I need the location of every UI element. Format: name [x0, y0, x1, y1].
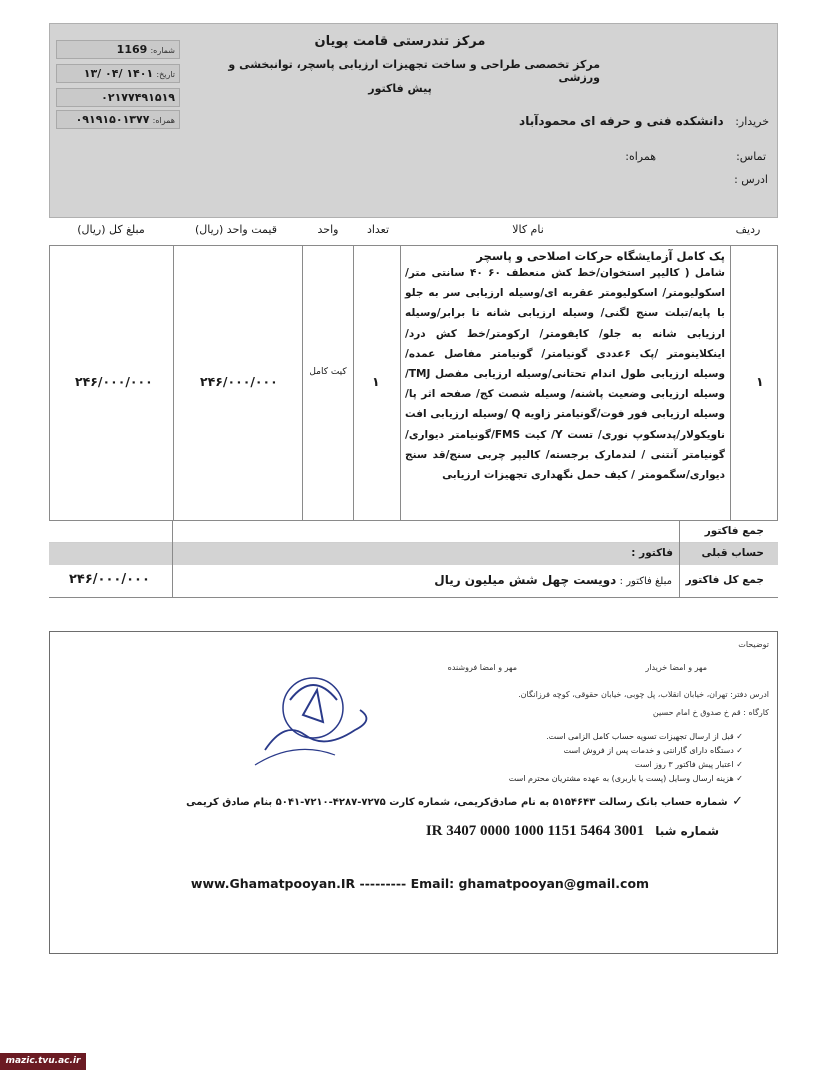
- buyer-label: خریدار:: [735, 115, 769, 128]
- summary-prev-row: [49, 543, 778, 565]
- summary-total-row: [49, 565, 778, 598]
- notes-box: [49, 631, 778, 954]
- prev-balance-label: حساب قبلی: [701, 547, 764, 559]
- col-qty: تعداد: [366, 223, 390, 236]
- invoice-number: شماره: 1169: [56, 40, 180, 59]
- note-item: ✓ هزینه ارسال وسایل (پست یا باربری) به عهده مشتریان محترم است: [508, 774, 743, 783]
- office-address: ادرس دفتر: تهران، خیابان انقلاب، پل چوبی، خیابان حقوقی، کوچه فرزانگان.: [518, 690, 769, 699]
- col-unit: واحد: [317, 223, 339, 236]
- company-subtitle: مرکز تخصصی طراحی و ساخت تجهیزات ارزیابی پاسچر، توانبخشی و ورزشی: [228, 58, 600, 84]
- subtotal-label: جمع فاکتور: [704, 525, 764, 537]
- invoice-meta: [56, 40, 181, 130]
- invoice-mobile: همراه: ۰۹۱۹۱۵۰۱۳۷۷: [56, 110, 180, 129]
- note-item: ✓ قبل از ارسال تجهیزات تسویه حساب کامل الزامی است.: [546, 732, 743, 741]
- note-item: ✓ دستگاه دارای گارانتی و خدمات پس از فروش است: [563, 746, 743, 755]
- column-divider: [302, 246, 303, 520]
- document-type: پیش فاکتور: [368, 82, 432, 95]
- amount-words-label: مبلغ فاکتور :: [619, 576, 672, 587]
- amount-words: دویست چهل شش میلیون ریال: [434, 573, 617, 587]
- row-unit: کیت کامل: [309, 367, 347, 377]
- invoice-phone: ۰۲۱۷۷۴۹۱۵۱۹: [56, 88, 180, 107]
- company-stamp: [245, 660, 385, 780]
- row-index: ۱: [756, 374, 764, 389]
- check-icon: ✓: [733, 774, 743, 783]
- col-row: ردیف: [735, 223, 761, 236]
- row-unit-price: ۲۴۶/۰۰۰/۰۰۰: [200, 374, 278, 389]
- workshop-address: کارگاه : قم خ صدوق خ امام حسین: [652, 708, 769, 717]
- buyer-contact-label: تماس:: [736, 150, 766, 163]
- website-email-line: www.Ghamatpooyan.IR --------- Email: ghamatpooyan@gmail.com: [190, 876, 650, 891]
- invoice-date: تاریخ: ۱۴۰۱ /۰۴ /۱۳: [56, 64, 180, 83]
- column-divider: [173, 246, 174, 520]
- sheba-number: IR 3407 0000 1000 1151 5464 3001: [425, 823, 645, 839]
- buyer-address-label: ادرس :: [734, 173, 768, 186]
- col-item: نام کالا: [512, 223, 544, 236]
- sheba-label: شماره شبا: [655, 824, 719, 838]
- col-total: مبلغ کل (ریال): [77, 223, 145, 236]
- col-unit-price: قیمت واحد (ریال): [195, 223, 277, 236]
- grand-total-value: ۲۴۶/۰۰۰/۰۰۰: [69, 572, 150, 587]
- check-icon: ✓: [733, 746, 743, 755]
- invoice-label: فاکتور :: [631, 547, 673, 559]
- signature-stroke: [265, 710, 366, 750]
- site-watermark: mazic.tvu.ac.ir: [0, 1053, 86, 1070]
- bank-account-line: ✓ شماره حساب بانک رسالت ۵۱۵۴۶۴۳ به نام صادق‌کریمی، شماره کارت ۷۲۷۵-۴۲۸۷-۷۲۱۰-۵۰۴۱ بنام صادق کریمی: [186, 794, 743, 809]
- company-title: مرکز تندرستی قامت پویان: [314, 34, 486, 49]
- summary-subtotal-row: [49, 521, 778, 543]
- row-total: ۲۴۶/۰۰۰/۰۰۰: [75, 374, 153, 389]
- column-divider: [730, 246, 731, 520]
- check-icon: ✓: [733, 732, 743, 741]
- buyer-signature-label: مهر و امضا خریدار: [645, 663, 707, 672]
- amount-words-line: [434, 573, 672, 587]
- notes-title: توضیحات: [738, 640, 769, 649]
- stamp-ring: [283, 678, 343, 738]
- check-icon: ✓: [733, 760, 743, 769]
- note-item: ✓ اعتبار پیش فاکتور ۳ روز است: [634, 760, 743, 769]
- buyer-line: [519, 114, 769, 128]
- column-divider: [353, 246, 354, 520]
- item-title: پک کامل آزمایشگاه حرکات اصلاحی و پاسچر: [476, 249, 725, 263]
- row-qty: ۱: [372, 374, 380, 389]
- buyer-mobile-label: همراه:: [625, 150, 656, 163]
- sheba-line: [426, 820, 719, 840]
- grand-total-label: جمع کل فاکتور: [685, 574, 764, 586]
- buyer-name: دانشکده فنی و حرفه ای محمودآباد: [519, 114, 724, 128]
- table-row: [49, 245, 778, 521]
- column-divider: [400, 246, 401, 520]
- check-icon: ✓: [727, 794, 743, 809]
- table-header: [49, 219, 778, 243]
- item-cell: [405, 249, 725, 485]
- item-description: شامل ( کالیپر استخوان/خط کش منعطف ۶۰ ۴۰ سانتی متر/ اسکولیومتر/ اسکولیومتر عقربه ای/وسیله ارزیابی سر به جلو با پایه/تبلت سنج لگنی/ وسیله ارزیابی شانه نا برابر/وسیله ارزیابی شانه به جلو/ کایفومتر/ ارکومتر/خط کش درد/ اینکلاینومتر /پک ۶عددی گونیامتر/ گونیامتر مفاصل عمده/ وسیله ارزیابی طول اندام تحتانی/وسیله ارزیابی مفصل TMJ/ وسیله ارزیابی وضعیت پاشنه/ وسیله شصت کج/ صفحه اثر پا/وسیله ارزیابی فور فوت/گونیامتر زاویه Q /وسیله ارزیابی افت ناویکولار/پدسکوپ نوری/ تست Y/ کیت FMS/گونیامتر دیواری/ گونیامتر آنتنی / لندمارک برجسته/ کالیپر چربی سنج/قد سنج دیواری/سگمومتر / کیف حمل نگهداری تجهیزات ارزیابی: [405, 267, 726, 482]
- seller-signature-label: مهر و امضا فروشنده: [447, 663, 517, 672]
